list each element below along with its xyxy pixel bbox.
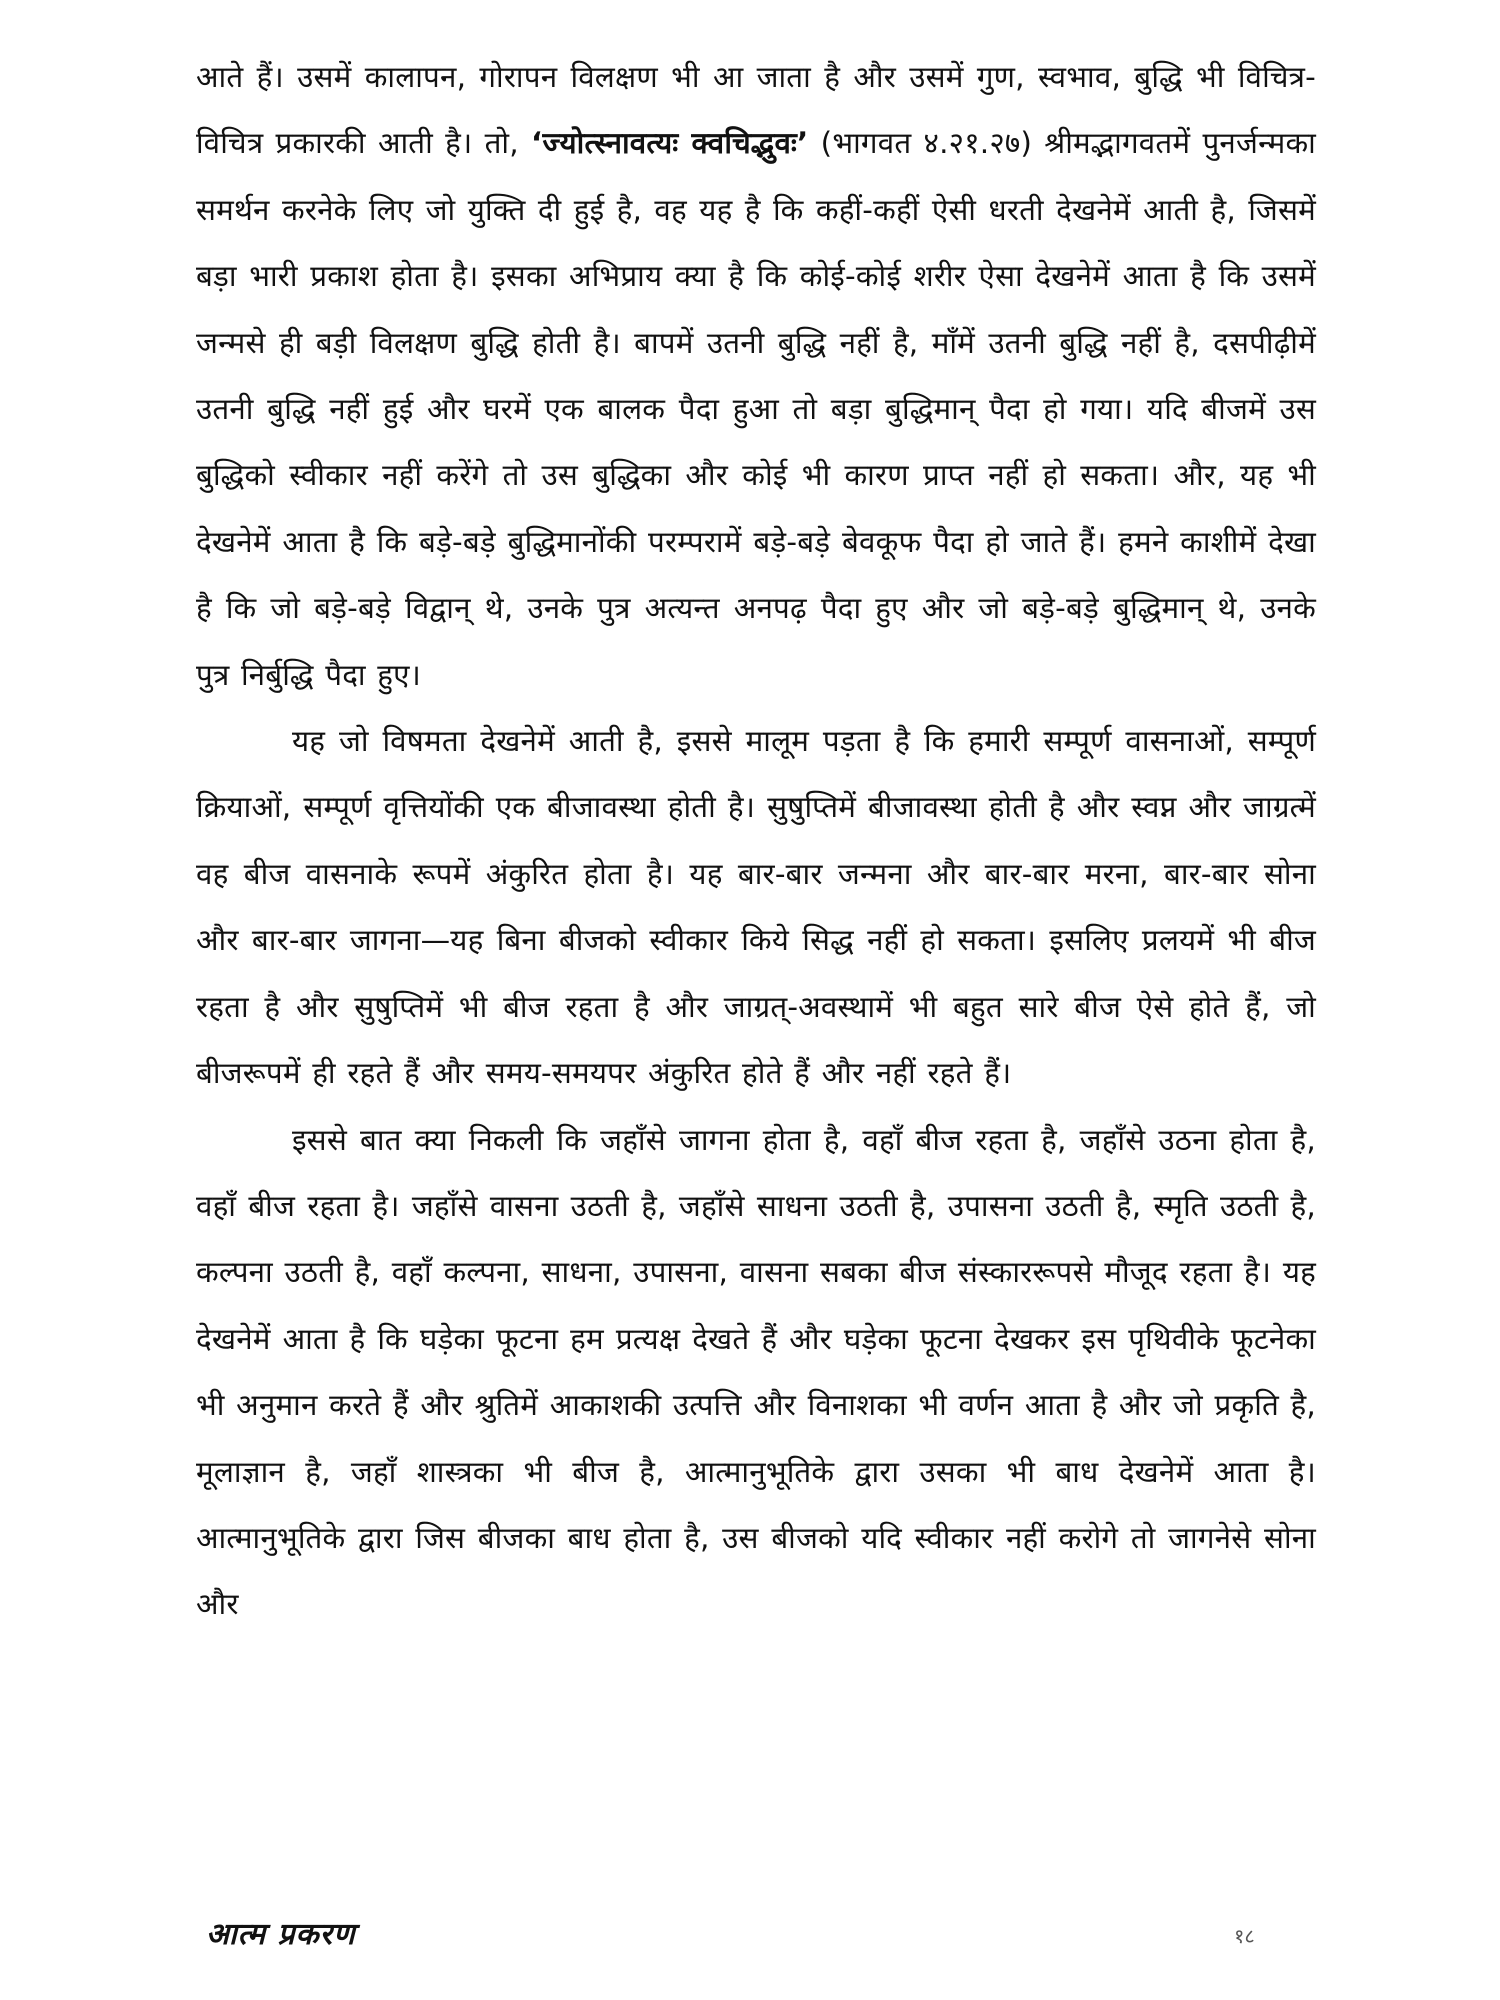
paragraph-2: यह जो विषमता देखनेमें आती है, इससे मालूम पड़ता है कि हमारी सम्पूर्ण वासनाओं, सम्पूर्ण क्रियाओं, सम्पूर्ण वृत्तियोंकी एक बीजावस्था होती है। सुषुप्तिमें बीजावस्था होती है और स्वप्न और जाग्रत्में वह बीज वासनाके रूपमें अंकुरित होता है। यह बार-बार जन्मना और बार-बार मरना, बार-बार सोना और बार-बार जागना—यह बिना बीजको स्वीकार किये सिद्ध नहीं हो सकता। इसलिए प्रलयमें भी बीज रहता है और सुषुप्तिमें भी बीज रहता है और जाग्रत्-अवस्थामें भी बहुत सारे बीज ऐसे होते हैं, जो बीजरूपमें ही रहते हैं और समय-समयपर अंकुरित होते हैं और नहीं रहते हैं। [196,724,1316,1091]
page-number: १८ [1234,1924,1255,1948]
paragraph-3: इससे बात क्या निकली कि जहाँसे जागना होता है, वहाँ बीज रहता है, जहाँसे उठना होता है, वहाँ बीज रहता है। जहाँसे वासना उठती है, जहाँसे साधना उठती है, उपासना उठती है, स्मृति उठती है, कल्पना उठती है, वहाँ कल्पना, साधना, उपासना, वासना सबका बीज संस्काररूपसे मौजूद रहता है। यह देखनेमें आता है कि घड़ेका फूटना हम प्रत्यक्ष देखते हैं और घड़ेका फूटना देखकर इस पृथिवीके फूटनेका भी अनुमान करते हैं और श्रुतिमें आकाशकी उत्पत्ति और विनाशका भी वर्णन आता है और जो प्रकृति है, मूलाज्ञान है, जहाँ शास्त्रका भी बीज है, आत्मानुभूतिके द्वारा उसका भी बाध देखनेमें आता है। आत्मानुभूतिके द्वारा जिस बीजका बाध होता है, उस बीजको यदि स्वीकार नहीं करोगे तो जागनेसे सोना और [196,1122,1316,1622]
body-text [196,44,1316,1638]
paragraph-1-post: (भागवत ४.२१.२७) श्रीमद्भागवतमें पुनर्जन्मका समर्थन करनेके लिए जो युक्ति दी हुई है, वह यह है कि कहीं-कहीं ऐसी धरती देखनेमें आती है, जिसमें बड़ा भारी प्रकाश होता है। इसका अभिप्राय क्या है कि कोई-कोई शरीर ऐसा देखनेमें आता है कि उसमें जन्मसे ही बड़ी विलक्षण बुद्धि होती है। बापमें उतनी बुद्धि नहीं है, माँमें उतनी बुद्धि नहीं है, दसपीढ़ीमें उतनी बुद्धि नहीं हुई और घरमें एक बालक पैदा हुआ तो बड़ा बुद्धिमान् पैदा हो गया। यदि बीजमें उस बुद्धिको स्वीकार नहीं करेंगे तो उस बुद्धिका और कोई भी कारण प्राप्त नहीं हो सकता। और, यह भी देखनेमें आता है कि बड़े-बड़े बुद्धिमानोंकी परम्परामें बड़े-बड़े बेवकूफ पैदा हो जाते हैं। हमने काशीमें देखा है कि जो बड़े-बड़े विद्वान् थे, उनके पुत्र अत्यन्त अनपढ़ पैदा हुए और जो बड़े-बड़े बुद्धिमान् थे, उनके पुत्र निर्बुद्धि पैदा हुए। [196,126,1316,692]
chapter-footer: आत्म प्रकरण [206,1917,356,1952]
paragraph-1 [196,44,1316,708]
scripture-quote: ‘ज्योत्स्नावत्यः क्वचिद्भुवः’ [531,126,809,161]
paragraph-1-pre: आते हैं। उसमें कालापन, गोरापन विलक्षण भी आ जाता है और उसमें गुण, स्वभाव, बुद्धि भी विचित्र-विचित्र प्रकारकी आती है। तो, [196,60,1316,161]
